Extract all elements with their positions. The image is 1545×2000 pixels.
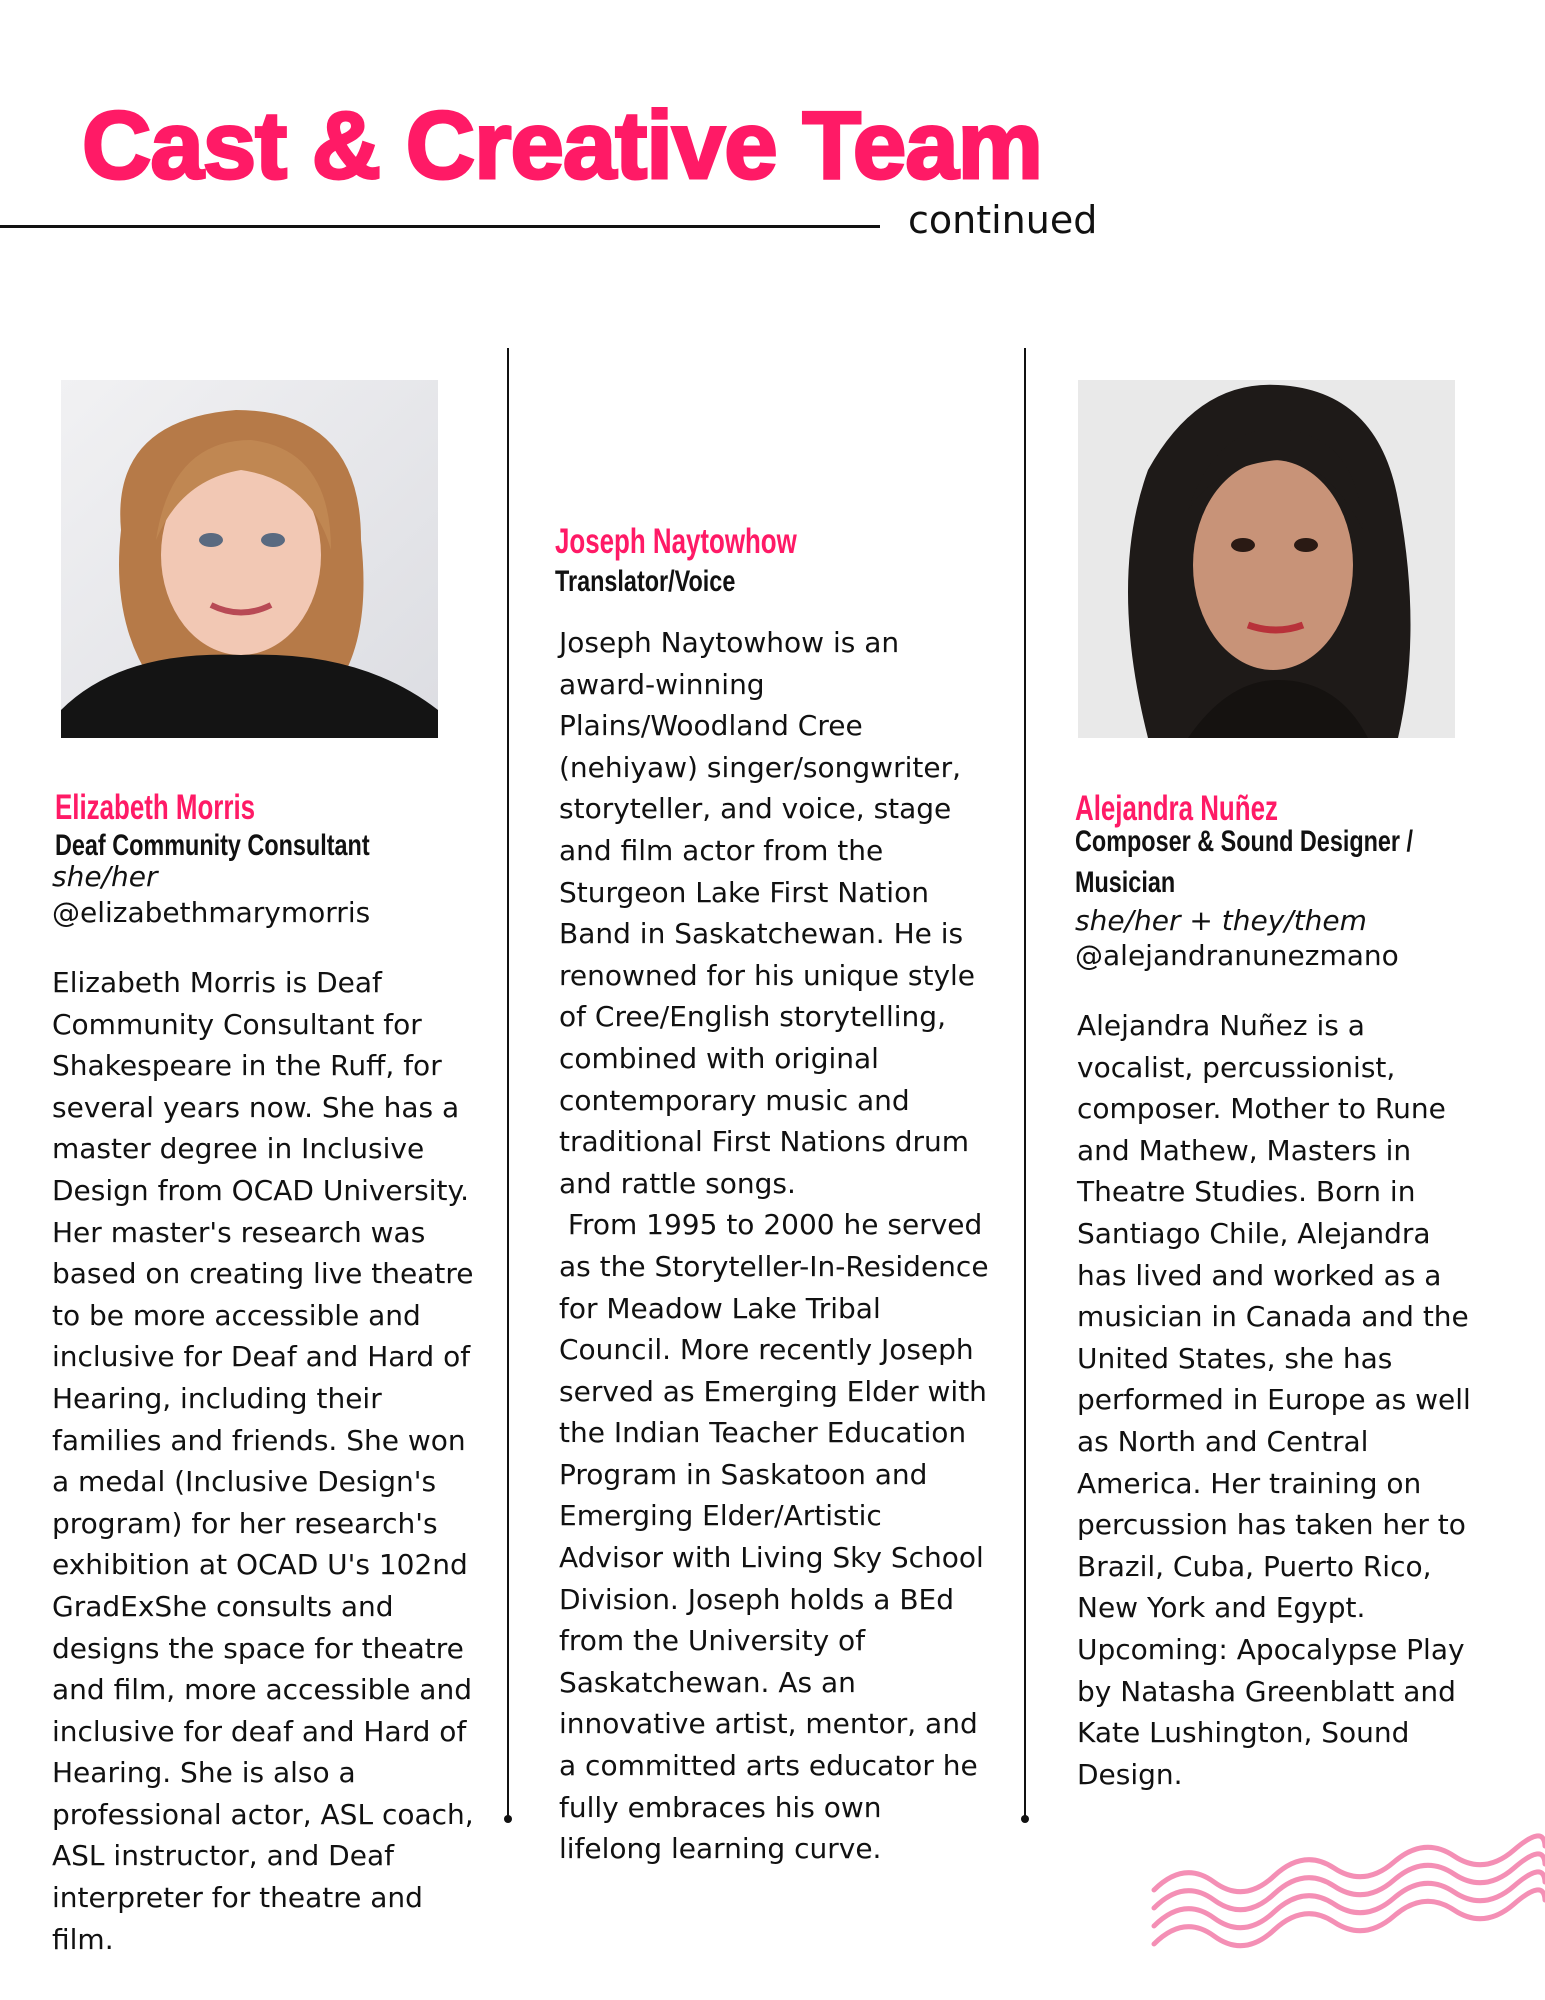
bio-line: award-winning xyxy=(559,667,765,701)
bio-line: Brazil, Cuba, Puerto Rico, xyxy=(1077,1549,1432,1583)
bio-line: combined with original xyxy=(559,1041,879,1075)
elizabeth-morris-photo xyxy=(61,380,438,738)
bio-line: to be more accessible and xyxy=(52,1298,421,1332)
member-name: Joseph Naytowhow xyxy=(555,522,797,561)
page-subtitle: continued xyxy=(908,198,1098,242)
bio-line: the Indian Teacher Education xyxy=(559,1416,967,1450)
member-handle: @elizabethmarymorris xyxy=(52,896,371,929)
bio-line: exhibition at OCAD U's 102nd xyxy=(52,1548,468,1582)
bio-line: and film actor from the xyxy=(559,833,884,867)
bio-line: percussion has taken her to xyxy=(1077,1508,1466,1542)
bio-line: a medal (Inclusive Design's xyxy=(52,1465,437,1499)
member-name: Elizabeth Morris xyxy=(55,788,256,827)
bio-line: Shakespeare in the Ruff, for xyxy=(52,1049,442,1083)
bio-line: lifelong learning curve. xyxy=(559,1832,882,1866)
bio-line: GradExShe consults and xyxy=(52,1589,394,1623)
alejandra-nunez-photo xyxy=(1078,380,1455,738)
bio-line: New York and Egypt. xyxy=(1077,1591,1366,1625)
bio-line: From 1995 to 2000 he served xyxy=(559,1208,983,1242)
bio-line: of Cree/English storytelling, xyxy=(559,1000,946,1034)
member-role: Musician xyxy=(1075,866,1176,899)
bio-line: Alejandra Nuñez is a xyxy=(1077,1009,1365,1042)
bio-line: Elizabeth Morris is Deaf xyxy=(52,966,382,999)
bio-line: based on creating live theatre xyxy=(52,1257,474,1291)
bio-line: contemporary music and xyxy=(559,1083,910,1117)
bio-line: storyteller, and voice, stage xyxy=(559,792,952,826)
bio-line: Community Consultant for xyxy=(52,1007,422,1041)
bio-line: and Mathew, Masters in xyxy=(1077,1133,1412,1167)
member-bio xyxy=(559,622,989,1870)
bio-line: renowned for his unique style xyxy=(559,958,976,992)
bio-line: has lived and worked as a xyxy=(1077,1258,1442,1292)
bio-line: designs the space for theatre xyxy=(52,1631,464,1665)
bio-line: inclusive for Deaf and Hard of xyxy=(52,1340,471,1374)
bio-line: by Natasha Greenblatt and xyxy=(1077,1674,1456,1708)
member-bio xyxy=(1077,1005,1471,1795)
bio-line: Division. Joseph holds a BEd xyxy=(559,1582,955,1616)
bio-line: as the Storyteller-In-Residence xyxy=(559,1249,989,1283)
bio-line: America. Her training on xyxy=(1077,1466,1422,1500)
bio-line: program) for her research's xyxy=(52,1506,438,1540)
bio-line: Theatre Studies. Born in xyxy=(1077,1175,1416,1209)
bio-line: ASL instructor, and Deaf xyxy=(52,1839,394,1873)
decorative-waves xyxy=(1150,1820,1545,1960)
bio-line: Santiago Chile, Alejandra xyxy=(1077,1216,1431,1250)
bio-line: Emerging Elder/Artistic xyxy=(559,1499,882,1533)
member-role: Translator/Voice xyxy=(555,565,736,598)
title-divider xyxy=(0,225,880,228)
bio-line: from the University of xyxy=(559,1624,866,1658)
bio-line: inclusive for deaf and Hard of xyxy=(52,1714,467,1748)
bio-line: served as Emerging Elder with xyxy=(559,1374,987,1408)
page-title: Cast & Creative Team xyxy=(82,92,1042,199)
bio-line: Program in Saskatoon and xyxy=(559,1457,928,1491)
bio-line: Upcoming: Apocalypse Play xyxy=(1077,1632,1465,1666)
bio-line: Her master's research was xyxy=(52,1215,426,1249)
member-role: Deaf Community Consultant xyxy=(55,829,370,862)
bio-line: interpreter for theatre and xyxy=(52,1881,423,1915)
member-handle: @alejandranunezmano xyxy=(1075,939,1399,972)
bio-line: Design from OCAD University. xyxy=(52,1173,469,1207)
bio-line: Advisor with Living Sky School xyxy=(559,1541,984,1575)
bio-line: Band in Saskatchewan. He is xyxy=(559,917,964,951)
bio-line: and rattle songs. xyxy=(559,1166,796,1200)
bio-line: fully embraces his own xyxy=(559,1790,882,1824)
bio-line: families and friends. She won xyxy=(52,1423,466,1457)
bio-line: and film, more accessible and xyxy=(52,1673,472,1707)
bio-line: (nehiyaw) singer/songwriter, xyxy=(559,750,961,784)
bio-line: professional actor, ASL coach, xyxy=(52,1797,474,1831)
bio-line: innovative artist, mentor, and xyxy=(559,1707,978,1741)
bio-line: Hearing, including their xyxy=(52,1381,382,1415)
member-name: Alejandra Nuñez xyxy=(1075,789,1278,828)
bio-line: Kate Lushington, Sound xyxy=(1077,1716,1410,1750)
bio-line: musician in Canada and the xyxy=(1077,1300,1469,1334)
bio-line: Saskatchewan. As an xyxy=(559,1665,856,1699)
bio-line: United States, she has xyxy=(1077,1341,1393,1375)
bio-line: a committed arts educator he xyxy=(559,1749,978,1783)
bio-line: composer. Mother to Rune xyxy=(1077,1092,1446,1126)
bio-line: as North and Central xyxy=(1077,1424,1369,1458)
bio-line: traditional First Nations drum xyxy=(559,1125,970,1159)
bio-line: several years now. She has a xyxy=(52,1090,460,1124)
member-bio xyxy=(52,962,474,1960)
bio-line: performed in Europe as well xyxy=(1077,1383,1471,1417)
bio-line: Joseph Naytowhow is an xyxy=(559,626,900,659)
bio-line: film. xyxy=(52,1922,114,1956)
bio-line: Hearing. She is also a xyxy=(52,1756,356,1790)
member-pronouns: she/her + they/them xyxy=(1075,904,1367,937)
column-divider xyxy=(507,348,509,1818)
member-pronouns: she/her xyxy=(52,860,158,893)
member-role: Composer & Sound Designer / xyxy=(1075,825,1414,858)
bio-line: for Meadow Lake Tribal xyxy=(559,1291,881,1325)
bio-line: master degree in Inclusive xyxy=(52,1132,425,1166)
bio-line: Plains/Woodland Cree xyxy=(559,709,863,743)
bio-line: Council. More recently Joseph xyxy=(559,1333,974,1367)
column-divider xyxy=(1024,348,1026,1818)
bio-line: Design. xyxy=(1077,1757,1183,1791)
bio-line: vocalist, percussionist, xyxy=(1077,1050,1396,1084)
bio-line: Sturgeon Lake First Nation xyxy=(559,875,929,909)
